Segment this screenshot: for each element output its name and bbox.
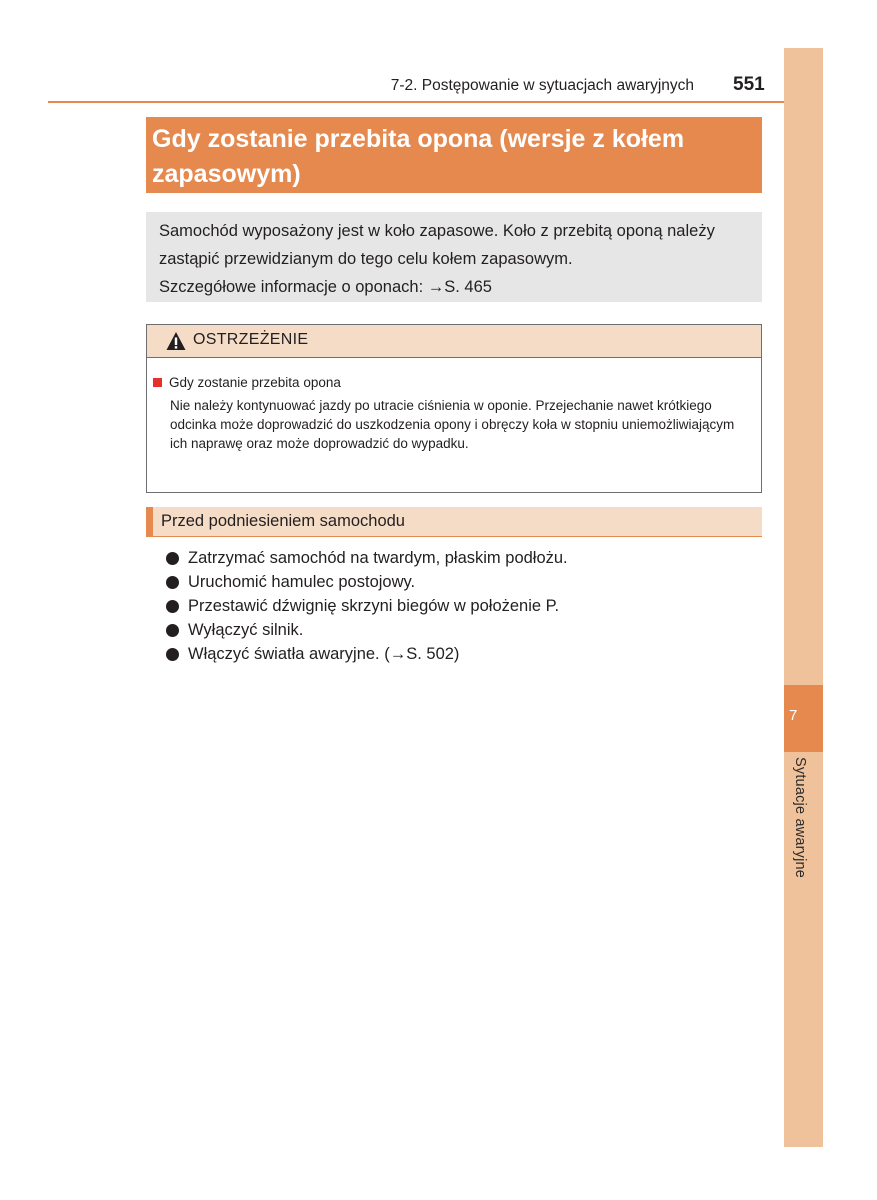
list-item-text: Zatrzymać samochód na twardym, płaskim podłożu. — [188, 549, 568, 567]
list-item — [166, 618, 568, 642]
side-tab — [784, 48, 823, 1147]
list-item-text: Uruchomić hamulec postojowy. — [188, 573, 416, 591]
list-item — [166, 642, 568, 666]
list-item-text: Włączyć światła awaryjne. (→S. 502) — [188, 645, 460, 663]
section-header — [146, 507, 762, 537]
steps-list — [166, 546, 568, 666]
chapter-label: Sytuacje awaryjne — [792, 757, 808, 879]
bullet-icon — [166, 624, 179, 637]
list-item — [166, 594, 568, 618]
info-reference: Szczegółowe informacje o oponach: →S. 465 — [159, 278, 492, 296]
page-title: Gdy zostanie przebita opona (wersje z kołem zapasowym) — [152, 125, 685, 188]
header-divider — [48, 101, 784, 103]
list-item-text: Wyłączyć silnik. — [188, 621, 304, 639]
running-header: 7-2. Postępowanie w sytuacjach awaryjnych — [390, 77, 694, 94]
warning-body — [147, 358, 761, 453]
warning-title: OSTRZEŻENIE — [193, 331, 309, 348]
warning-subheading-row — [153, 373, 748, 392]
page-number: 551 — [733, 74, 765, 95]
bullet-icon — [166, 600, 179, 613]
list-item-text: Przestawić dźwignię skrzyni biegów w położenie P. — [188, 597, 560, 615]
title-banner — [146, 117, 762, 193]
bullet-icon — [166, 576, 179, 589]
chapter-number: 7 — [789, 707, 798, 724]
section-title: Przed podniesieniem samochodu — [161, 512, 405, 530]
warning-triangle-icon — [166, 331, 186, 351]
warning-header — [147, 325, 761, 358]
warning-text: Nie należy kontynuować jazdy po utracie ciśnienia w oponie. Przejechanie nawet krótkiego odcinka może doprowadzić do uszkodzenia opony i obręczy koła w stopniu uniemożliwiającym ich naprawę oraz może doprowadzić do wypadku. — [170, 398, 735, 451]
list-item — [166, 546, 568, 570]
bullet-icon — [166, 648, 179, 661]
red-square-icon — [153, 378, 162, 387]
warning-subheading: Gdy zostanie przebita opona — [169, 375, 341, 390]
bullet-icon — [166, 552, 179, 565]
section-accent-bar — [146, 507, 153, 537]
info-box — [146, 212, 762, 302]
warning-box — [146, 324, 762, 493]
chapter-tab — [784, 685, 823, 752]
list-item — [166, 570, 568, 594]
info-text: Samochód wyposażony jest w koło zapasowe. Koło z przebitą oponą należy zastąpić przewidzianym do tego celu kołem zapasowym. — [159, 222, 715, 268]
